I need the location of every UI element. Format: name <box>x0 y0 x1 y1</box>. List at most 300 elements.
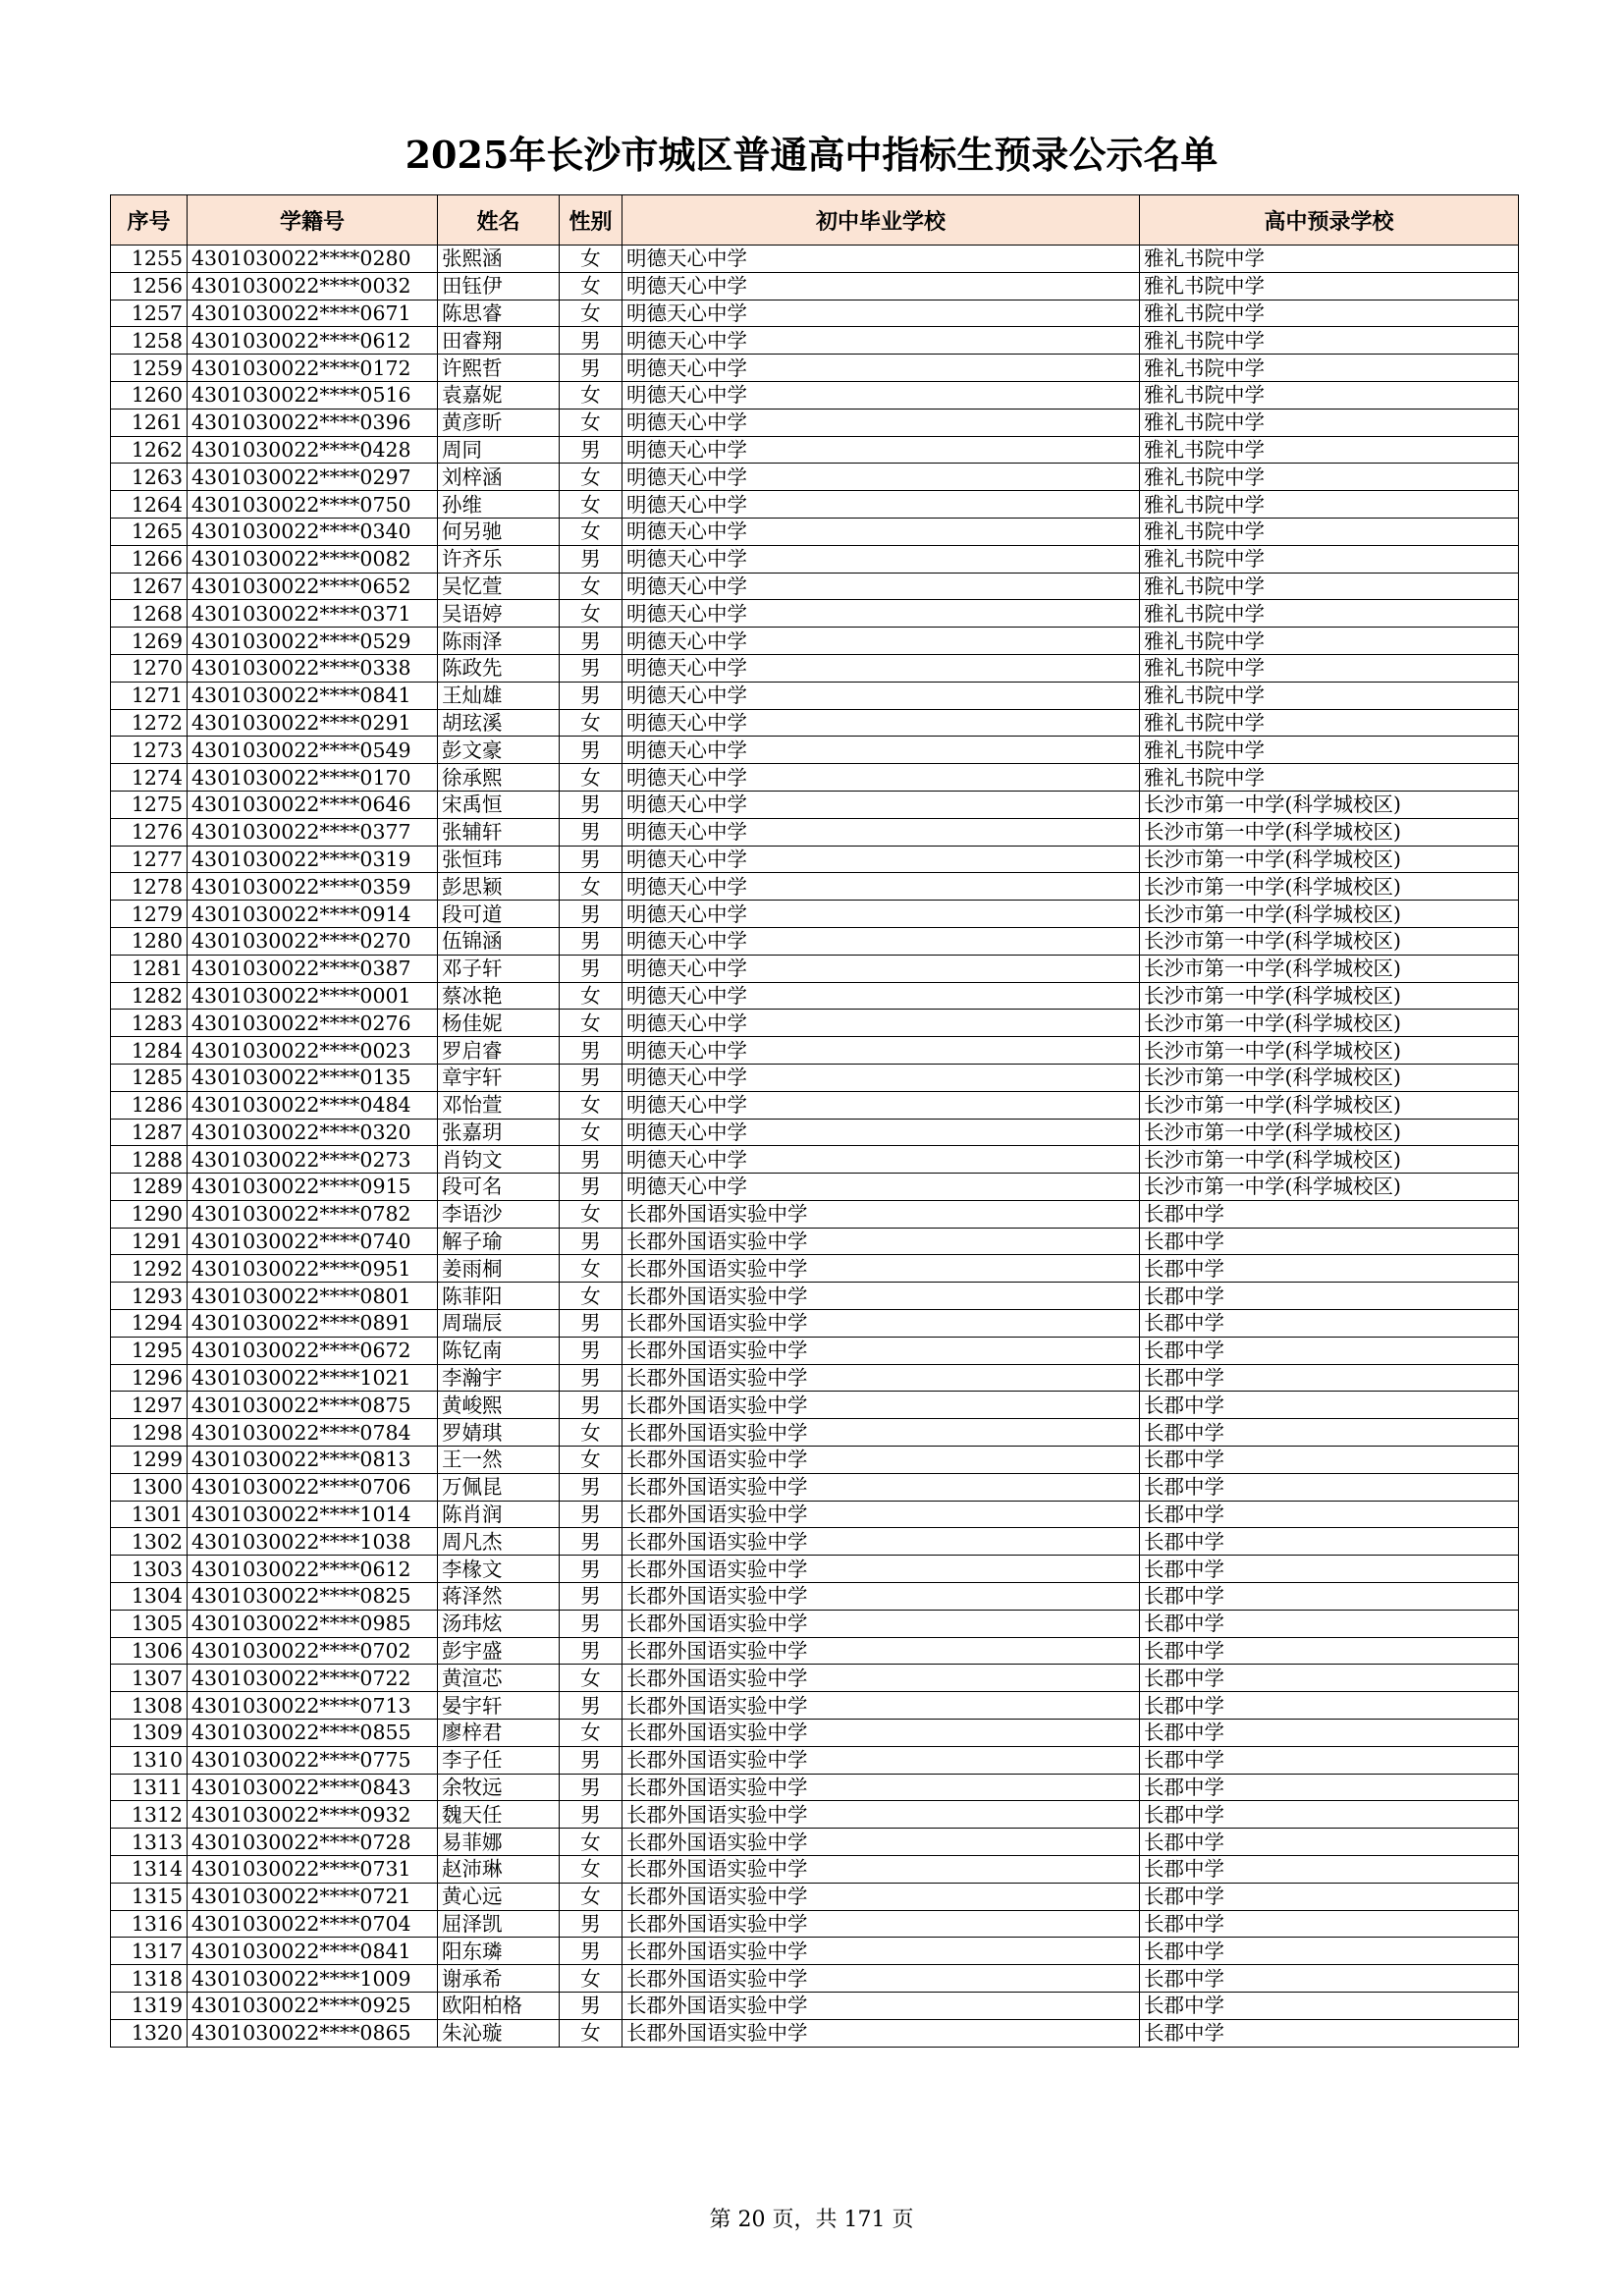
cell-middle-school: 明德天心中学 <box>622 246 1140 273</box>
cell-seq: 1310 <box>111 1746 188 1774</box>
table-row <box>111 901 1519 928</box>
cell-gender: 女 <box>560 491 622 519</box>
cell-high-school: 长郡中学 <box>1140 1200 1519 1228</box>
cell-middle-school: 明德天心中学 <box>622 1037 1140 1065</box>
cell-gender: 女 <box>560 709 622 737</box>
cell-high-school: 雅礼书院中学 <box>1140 246 1519 273</box>
cell-student-id: 4301030022****0612 <box>188 1556 438 1583</box>
cell-high-school: 长郡中学 <box>1140 1856 1519 1884</box>
cell-middle-school: 长郡外国语实验中学 <box>622 1883 1140 1910</box>
cell-seq: 1256 <box>111 272 188 300</box>
table-header-row <box>111 195 1519 246</box>
cell-middle-school: 明德天心中学 <box>622 764 1140 792</box>
cell-gender: 女 <box>560 2019 622 2047</box>
cell-name: 晏宇轩 <box>438 1692 560 1720</box>
cell-high-school: 雅礼书院中学 <box>1140 518 1519 545</box>
cell-middle-school: 长郡外国语实验中学 <box>622 1965 1140 1993</box>
cell-seq: 1299 <box>111 1447 188 1474</box>
cell-high-school: 雅礼书院中学 <box>1140 545 1519 573</box>
table-row <box>111 1801 1519 1829</box>
cell-name: 蔡冰艳 <box>438 982 560 1010</box>
cell-student-id: 4301030022****0925 <box>188 1993 438 2020</box>
column-header-middle-school: 初中毕业学校 <box>622 195 1140 246</box>
cell-middle-school: 明德天心中学 <box>622 873 1140 901</box>
cell-name: 王一然 <box>438 1447 560 1474</box>
cell-middle-school: 长郡外国语实验中学 <box>622 1228 1140 1255</box>
cell-middle-school: 长郡外国语实验中学 <box>622 1392 1140 1419</box>
cell-name: 汤玮炫 <box>438 1610 560 1637</box>
cell-seq: 1289 <box>111 1174 188 1201</box>
cell-gender: 男 <box>560 1774 622 1801</box>
cell-gender: 女 <box>560 1965 622 1993</box>
table-row <box>111 1746 1519 1774</box>
cell-gender: 女 <box>560 600 622 628</box>
cell-student-id: 4301030022****0721 <box>188 1883 438 1910</box>
cell-high-school: 长沙市第一中学(科学城校区) <box>1140 1010 1519 1037</box>
cell-seq: 1313 <box>111 1829 188 1856</box>
cell-seq: 1286 <box>111 1091 188 1119</box>
cell-gender: 男 <box>560 737 622 764</box>
cell-name: 伍锦涵 <box>438 927 560 955</box>
cell-seq: 1294 <box>111 1310 188 1338</box>
cell-name: 张恒玮 <box>438 846 560 873</box>
table-row <box>111 1174 1519 1201</box>
cell-middle-school: 长郡外国语实验中学 <box>622 1856 1140 1884</box>
cell-seq: 1306 <box>111 1637 188 1665</box>
table-row <box>111 1447 1519 1474</box>
cell-name: 姜雨桐 <box>438 1255 560 1283</box>
page-footer: 第 20 页，共 171 页 <box>709 2208 914 2232</box>
cell-high-school: 雅礼书院中学 <box>1140 272 1519 300</box>
cell-high-school: 长郡中学 <box>1140 1692 1519 1720</box>
cell-middle-school: 长郡外国语实验中学 <box>622 1637 1140 1665</box>
cell-gender: 女 <box>560 409 622 436</box>
table-row <box>111 1583 1519 1611</box>
table-row <box>111 764 1519 792</box>
cell-high-school: 长沙市第一中学(科学城校区) <box>1140 955 1519 982</box>
cell-student-id: 4301030022****0276 <box>188 1010 438 1037</box>
cell-seq: 1309 <box>111 1720 188 1747</box>
cell-high-school: 雅礼书院中学 <box>1140 654 1519 682</box>
cell-gender: 男 <box>560 1037 622 1065</box>
cell-name: 宋禹恒 <box>438 791 560 818</box>
cell-high-school: 长郡中学 <box>1140 1746 1519 1774</box>
cell-high-school: 雅礼书院中学 <box>1140 464 1519 491</box>
cell-gender: 男 <box>560 654 622 682</box>
cell-student-id: 4301030022****0813 <box>188 1447 438 1474</box>
cell-gender: 男 <box>560 1392 622 1419</box>
cell-seq: 1284 <box>111 1037 188 1065</box>
cell-seq: 1319 <box>111 1993 188 2020</box>
cell-name: 陈菲阳 <box>438 1283 560 1310</box>
cell-gender: 男 <box>560 1610 622 1637</box>
cell-name: 魏天任 <box>438 1801 560 1829</box>
cell-student-id: 4301030022****0359 <box>188 873 438 901</box>
cell-seq: 1320 <box>111 2019 188 2047</box>
cell-middle-school: 长郡外国语实验中学 <box>622 1829 1140 1856</box>
cell-name: 刘梓涵 <box>438 464 560 491</box>
cell-gender: 女 <box>560 381 622 409</box>
cell-gender: 男 <box>560 355 622 382</box>
cell-student-id: 4301030022****0706 <box>188 1473 438 1501</box>
cell-gender: 男 <box>560 1364 622 1392</box>
cell-seq: 1314 <box>111 1856 188 1884</box>
cell-seq: 1265 <box>111 518 188 545</box>
cell-student-id: 4301030022****0377 <box>188 818 438 846</box>
cell-high-school: 长郡中学 <box>1140 1720 1519 1747</box>
cell-high-school: 长郡中学 <box>1140 1283 1519 1310</box>
cell-student-id: 4301030022****0865 <box>188 2019 438 2047</box>
table-row <box>111 1556 1519 1583</box>
cell-middle-school: 长郡外国语实验中学 <box>622 1910 1140 1938</box>
table-row <box>111 272 1519 300</box>
cell-middle-school: 长郡外国语实验中学 <box>622 1255 1140 1283</box>
cell-name: 黄渲芯 <box>438 1665 560 1692</box>
cell-name: 彭宇盛 <box>438 1637 560 1665</box>
table-row <box>111 1774 1519 1801</box>
cell-middle-school: 明德天心中学 <box>622 1091 1140 1119</box>
cell-student-id: 4301030022****0270 <box>188 927 438 955</box>
cell-middle-school: 长郡外国语实验中学 <box>622 1692 1140 1720</box>
cell-name: 阳东璘 <box>438 1938 560 1965</box>
cell-gender: 男 <box>560 1473 622 1501</box>
cell-seq: 1297 <box>111 1392 188 1419</box>
table-row <box>111 1310 1519 1338</box>
cell-gender: 男 <box>560 901 622 928</box>
cell-high-school: 长郡中学 <box>1140 1364 1519 1392</box>
cell-student-id: 4301030022****0891 <box>188 1310 438 1338</box>
cell-name: 田钰伊 <box>438 272 560 300</box>
cell-student-id: 4301030022****0082 <box>188 545 438 573</box>
cell-high-school: 雅礼书院中学 <box>1140 327 1519 355</box>
table-row <box>111 982 1519 1010</box>
cell-student-id: 4301030022****0740 <box>188 1228 438 1255</box>
cell-high-school: 长沙市第一中学(科学城校区) <box>1140 846 1519 873</box>
cell-student-id: 4301030022****0843 <box>188 1774 438 1801</box>
cell-seq: 1296 <box>111 1364 188 1392</box>
cell-middle-school: 明德天心中学 <box>622 300 1140 327</box>
cell-name: 邓子轩 <box>438 955 560 982</box>
cell-gender: 女 <box>560 464 622 491</box>
cell-name: 何另驰 <box>438 518 560 545</box>
cell-student-id: 4301030022****0784 <box>188 1419 438 1447</box>
cell-gender: 男 <box>560 1938 622 1965</box>
table-row <box>111 1392 1519 1419</box>
cell-gender: 男 <box>560 1583 622 1611</box>
cell-middle-school: 长郡外国语实验中学 <box>622 1938 1140 1965</box>
cell-name: 陈肖润 <box>438 1501 560 1528</box>
cell-name: 彭思颖 <box>438 873 560 901</box>
cell-name: 张嘉玥 <box>438 1119 560 1146</box>
cell-gender: 女 <box>560 1447 622 1474</box>
cell-high-school: 长郡中学 <box>1140 1528 1519 1556</box>
cell-name: 朱沁璇 <box>438 2019 560 2047</box>
cell-name: 李子任 <box>438 1746 560 1774</box>
cell-seq: 1272 <box>111 709 188 737</box>
cell-middle-school: 长郡外国语实验中学 <box>622 1556 1140 1583</box>
cell-high-school: 长郡中学 <box>1140 1556 1519 1583</box>
cell-gender: 男 <box>560 1556 622 1583</box>
cell-student-id: 4301030022****0612 <box>188 327 438 355</box>
cell-name: 陈雨泽 <box>438 628 560 655</box>
cell-gender: 男 <box>560 818 622 846</box>
cell-high-school: 长沙市第一中学(科学城校区) <box>1140 1064 1519 1091</box>
cell-seq: 1282 <box>111 982 188 1010</box>
cell-middle-school: 明德天心中学 <box>622 1119 1140 1146</box>
cell-name: 杨佳妮 <box>438 1010 560 1037</box>
table-row <box>111 518 1519 545</box>
cell-student-id: 4301030022****0855 <box>188 1720 438 1747</box>
cell-seq: 1291 <box>111 1228 188 1255</box>
cell-seq: 1311 <box>111 1774 188 1801</box>
cell-gender: 男 <box>560 1637 622 1665</box>
cell-seq: 1275 <box>111 791 188 818</box>
table-row <box>111 2019 1519 2047</box>
cell-middle-school: 明德天心中学 <box>622 818 1140 846</box>
cell-middle-school: 长郡外国语实验中学 <box>622 1364 1140 1392</box>
cell-seq: 1269 <box>111 628 188 655</box>
cell-high-school: 长沙市第一中学(科学城校区) <box>1140 873 1519 901</box>
table-row <box>111 1965 1519 1993</box>
cell-student-id: 4301030022****0484 <box>188 1091 438 1119</box>
cell-name: 解子瑜 <box>438 1228 560 1255</box>
cell-name: 陈政先 <box>438 654 560 682</box>
cell-gender: 男 <box>560 955 622 982</box>
cell-gender: 女 <box>560 982 622 1010</box>
cell-name: 罗婧琪 <box>438 1419 560 1447</box>
cell-student-id: 4301030022****0001 <box>188 982 438 1010</box>
cell-student-id: 4301030022****0135 <box>188 1064 438 1091</box>
cell-middle-school: 长郡外国语实验中学 <box>622 1447 1140 1474</box>
table-row <box>111 1856 1519 1884</box>
cell-name: 谢承希 <box>438 1965 560 1993</box>
cell-seq: 1290 <box>111 1200 188 1228</box>
cell-high-school: 雅礼书院中学 <box>1140 628 1519 655</box>
cell-seq: 1288 <box>111 1146 188 1174</box>
cell-name: 周凡杰 <box>438 1528 560 1556</box>
cell-middle-school: 长郡外国语实验中学 <box>622 1665 1140 1692</box>
cell-name: 段可道 <box>438 901 560 928</box>
cell-student-id: 4301030022****0371 <box>188 600 438 628</box>
cell-seq: 1287 <box>111 1119 188 1146</box>
cell-gender: 女 <box>560 1419 622 1447</box>
cell-name: 许齐乐 <box>438 545 560 573</box>
cell-gender: 女 <box>560 1010 622 1037</box>
table-row <box>111 1910 1519 1938</box>
cell-seq: 1301 <box>111 1501 188 1528</box>
cell-student-id: 4301030022****0646 <box>188 791 438 818</box>
cell-name: 邓怡萱 <box>438 1091 560 1119</box>
cell-middle-school: 明德天心中学 <box>622 1146 1140 1174</box>
cell-high-school: 长郡中学 <box>1140 1583 1519 1611</box>
table-row <box>111 545 1519 573</box>
cell-gender: 女 <box>560 246 622 273</box>
cell-seq: 1267 <box>111 573 188 600</box>
cell-seq: 1298 <box>111 1419 188 1447</box>
cell-name: 周同 <box>438 436 560 464</box>
table-row <box>111 1255 1519 1283</box>
cell-student-id: 4301030022****0273 <box>188 1146 438 1174</box>
cell-middle-school: 长郡外国语实验中学 <box>622 1801 1140 1829</box>
cell-middle-school: 明德天心中学 <box>622 545 1140 573</box>
table-row <box>111 464 1519 491</box>
cell-gender: 男 <box>560 1993 622 2020</box>
cell-seq: 1305 <box>111 1610 188 1637</box>
cell-seq: 1318 <box>111 1965 188 1993</box>
cell-name: 万佩昆 <box>438 1473 560 1501</box>
cell-student-id: 4301030022****0704 <box>188 1910 438 1938</box>
cell-high-school: 长沙市第一中学(科学城校区) <box>1140 1174 1519 1201</box>
cell-gender: 男 <box>560 791 622 818</box>
cell-middle-school: 明德天心中学 <box>622 982 1140 1010</box>
table-row <box>111 409 1519 436</box>
cell-gender: 男 <box>560 436 622 464</box>
cell-middle-school: 长郡外国语实验中学 <box>622 2019 1140 2047</box>
cell-high-school: 长沙市第一中学(科学城校区) <box>1140 927 1519 955</box>
column-header-student-id: 学籍号 <box>188 195 438 246</box>
cell-seq: 1261 <box>111 409 188 436</box>
cell-high-school: 长沙市第一中学(科学城校区) <box>1140 982 1519 1010</box>
cell-gender: 女 <box>560 1255 622 1283</box>
cell-seq: 1262 <box>111 436 188 464</box>
cell-name: 吴忆萱 <box>438 573 560 600</box>
cell-gender: 女 <box>560 1829 622 1856</box>
cell-high-school: 长沙市第一中学(科学城校区) <box>1140 1037 1519 1065</box>
cell-name: 田睿翔 <box>438 327 560 355</box>
table-row <box>111 628 1519 655</box>
cell-middle-school: 明德天心中学 <box>622 654 1140 682</box>
cell-student-id: 4301030022****0297 <box>188 464 438 491</box>
cell-gender: 女 <box>560 1119 622 1146</box>
cell-high-school: 长沙市第一中学(科学城校区) <box>1140 1146 1519 1174</box>
cell-name: 周瑞辰 <box>438 1310 560 1338</box>
cell-name: 王灿雄 <box>438 682 560 709</box>
cell-name: 廖梓君 <box>438 1720 560 1747</box>
cell-gender: 男 <box>560 1692 622 1720</box>
table-row <box>111 927 1519 955</box>
cell-name: 李语沙 <box>438 1200 560 1228</box>
table-row <box>111 818 1519 846</box>
cell-middle-school: 明德天心中学 <box>622 1010 1140 1037</box>
cell-student-id: 4301030022****0320 <box>188 1119 438 1146</box>
cell-seq: 1285 <box>111 1064 188 1091</box>
cell-high-school: 雅礼书院中学 <box>1140 737 1519 764</box>
column-header-seq: 序号 <box>111 195 188 246</box>
cell-middle-school: 明德天心中学 <box>622 518 1140 545</box>
cell-middle-school: 明德天心中学 <box>622 272 1140 300</box>
cell-name: 吴语婷 <box>438 600 560 628</box>
table-row <box>111 1528 1519 1556</box>
cell-student-id: 4301030022****0319 <box>188 846 438 873</box>
cell-seq: 1260 <box>111 381 188 409</box>
cell-middle-school: 长郡外国语实验中学 <box>622 1419 1140 1447</box>
cell-seq: 1280 <box>111 927 188 955</box>
cell-name: 陈钇南 <box>438 1337 560 1364</box>
cell-name: 赵沛琳 <box>438 1856 560 1884</box>
cell-middle-school: 明德天心中学 <box>622 464 1140 491</box>
cell-middle-school: 明德天心中学 <box>622 709 1140 737</box>
cell-high-school: 长郡中学 <box>1140 1965 1519 1993</box>
cell-seq: 1302 <box>111 1528 188 1556</box>
cell-high-school: 长郡中学 <box>1140 1255 1519 1283</box>
table-row <box>111 1200 1519 1228</box>
cell-high-school: 雅礼书院中学 <box>1140 709 1519 737</box>
table-row <box>111 1146 1519 1174</box>
table-row <box>111 1010 1519 1037</box>
cell-student-id: 4301030022****0672 <box>188 1337 438 1364</box>
cell-seq: 1278 <box>111 873 188 901</box>
cell-seq: 1255 <box>111 246 188 273</box>
cell-middle-school: 明德天心中学 <box>622 573 1140 600</box>
cell-middle-school: 明德天心中学 <box>622 628 1140 655</box>
cell-seq: 1279 <box>111 901 188 928</box>
cell-gender: 女 <box>560 1720 622 1747</box>
cell-seq: 1303 <box>111 1556 188 1583</box>
cell-high-school: 长郡中学 <box>1140 1829 1519 1856</box>
cell-gender: 女 <box>560 1091 622 1119</box>
cell-seq: 1266 <box>111 545 188 573</box>
cell-student-id: 4301030022****0291 <box>188 709 438 737</box>
cell-gender: 男 <box>560 1064 622 1091</box>
cell-gender: 男 <box>560 1174 622 1201</box>
cell-high-school: 长郡中学 <box>1140 1337 1519 1364</box>
cell-middle-school: 明德天心中学 <box>622 682 1140 709</box>
cell-gender: 女 <box>560 573 622 600</box>
cell-middle-school: 明德天心中学 <box>622 927 1140 955</box>
table-row <box>111 600 1519 628</box>
cell-student-id: 4301030022****0775 <box>188 1746 438 1774</box>
cell-student-id: 4301030022****0932 <box>188 1801 438 1829</box>
cell-student-id: 4301030022****0340 <box>188 518 438 545</box>
cell-student-id: 4301030022****0549 <box>188 737 438 764</box>
cell-seq: 1312 <box>111 1801 188 1829</box>
cell-high-school: 长郡中学 <box>1140 1310 1519 1338</box>
cell-high-school: 长郡中学 <box>1140 1392 1519 1419</box>
table-row <box>111 1637 1519 1665</box>
cell-middle-school: 长郡外国语实验中学 <box>622 1337 1140 1364</box>
table-row <box>111 381 1519 409</box>
cell-name: 黄心远 <box>438 1883 560 1910</box>
cell-student-id: 4301030022****0915 <box>188 1174 438 1201</box>
table-row <box>111 1283 1519 1310</box>
cell-seq: 1274 <box>111 764 188 792</box>
cell-high-school: 长郡中学 <box>1140 1228 1519 1255</box>
table-row <box>111 1473 1519 1501</box>
cell-middle-school: 长郡外国语实验中学 <box>622 1310 1140 1338</box>
cell-high-school: 雅礼书院中学 <box>1140 436 1519 464</box>
column-header-high-school: 高中预录学校 <box>1140 195 1519 246</box>
cell-gender: 女 <box>560 764 622 792</box>
table-row <box>111 1938 1519 1965</box>
cell-gender: 女 <box>560 1856 622 1884</box>
column-header-name: 姓名 <box>438 195 560 246</box>
cell-name: 罗启睿 <box>438 1037 560 1065</box>
cell-gender: 女 <box>560 1665 622 1692</box>
table-row <box>111 1337 1519 1364</box>
table-row <box>111 737 1519 764</box>
cell-high-school: 长沙市第一中学(科学城校区) <box>1140 901 1519 928</box>
table-row <box>111 1419 1519 1447</box>
cell-student-id: 4301030022****0387 <box>188 955 438 982</box>
cell-seq: 1281 <box>111 955 188 982</box>
cell-student-id: 4301030022****0914 <box>188 901 438 928</box>
cell-gender: 女 <box>560 1283 622 1310</box>
table-row <box>111 1228 1519 1255</box>
cell-high-school: 长郡中学 <box>1140 1774 1519 1801</box>
cell-high-school: 长郡中学 <box>1140 1993 1519 2020</box>
cell-middle-school: 明德天心中学 <box>622 1064 1140 1091</box>
cell-student-id: 4301030022****0516 <box>188 381 438 409</box>
